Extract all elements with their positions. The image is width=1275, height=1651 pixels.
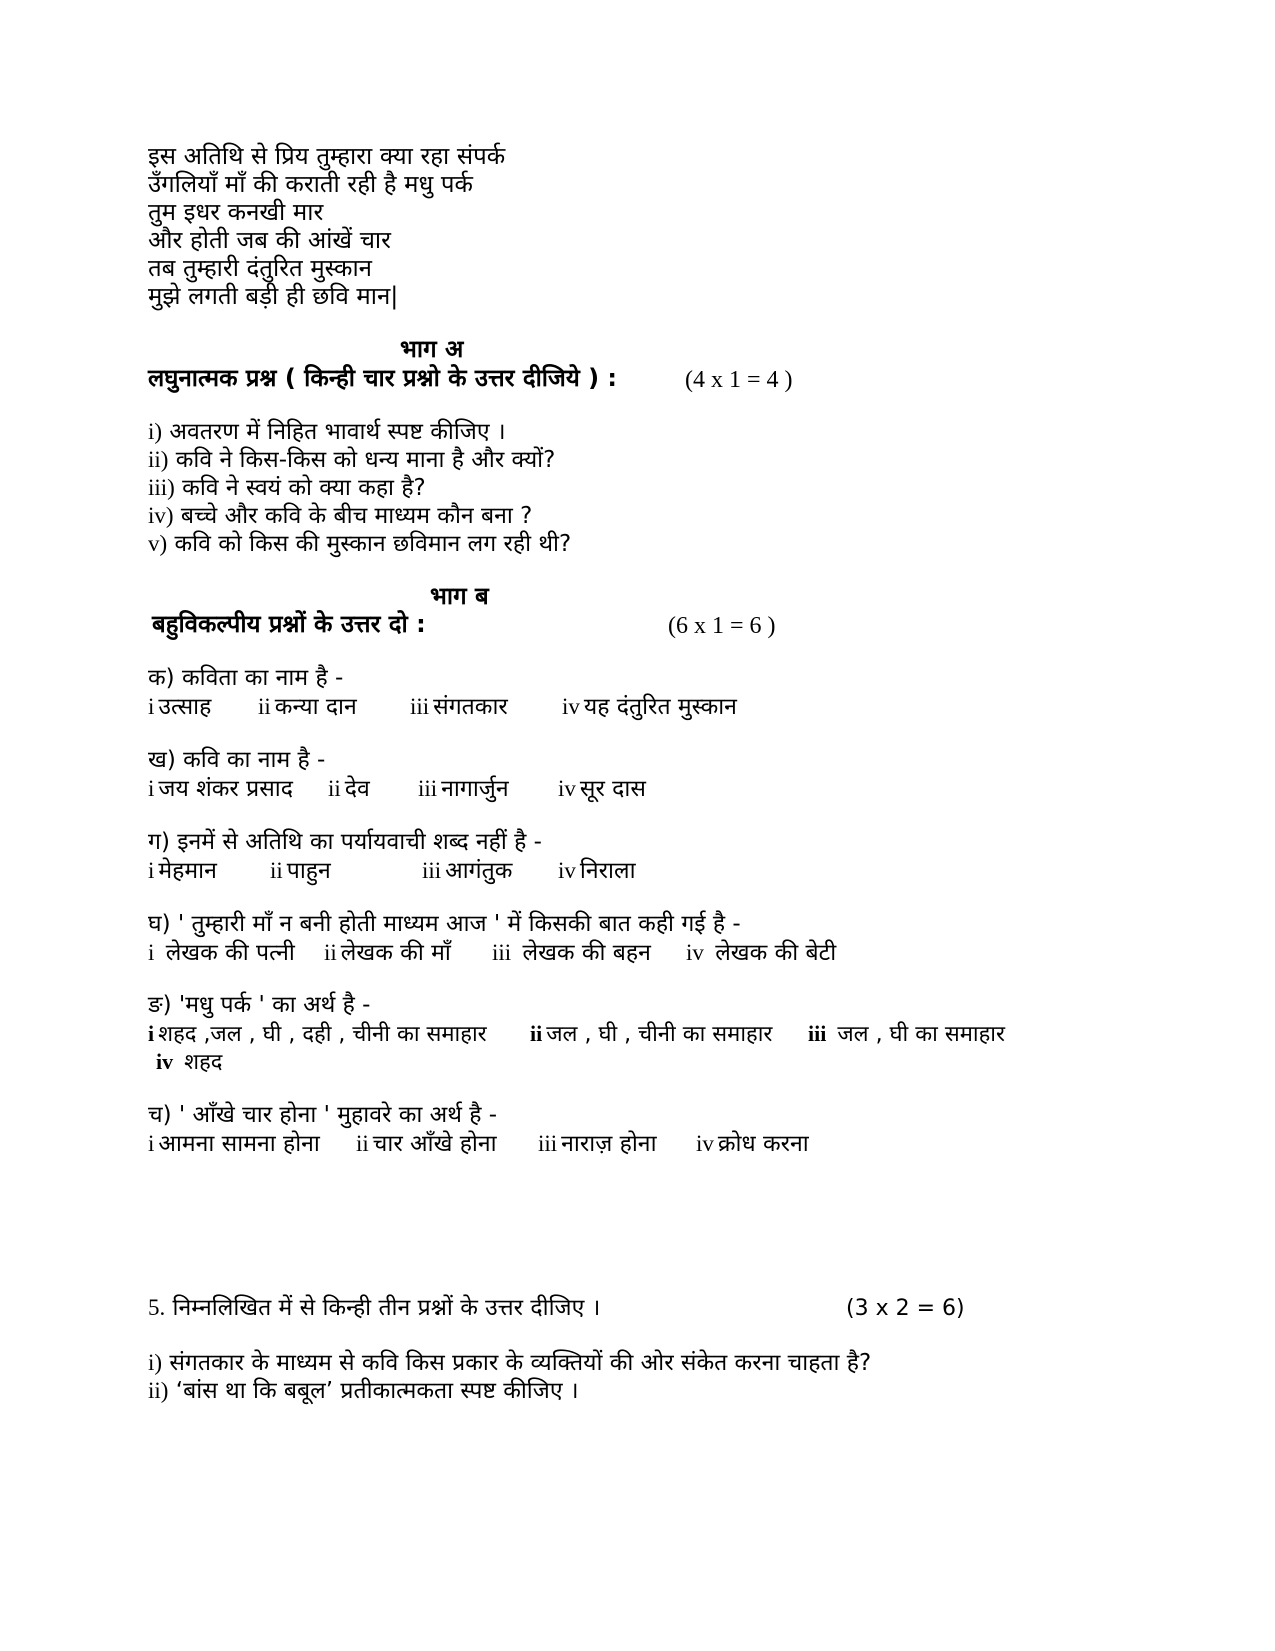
- option-text: कन्या दान: [274, 694, 357, 720]
- option-text: नागार्जुन: [441, 776, 509, 802]
- mcq-question: ग) इनमें से अतिथि का पर्यायवाची शब्द नहीं है -: [148, 829, 542, 855]
- question-number: iii): [148, 475, 175, 500]
- option-number: iii: [808, 1021, 827, 1046]
- question-5-instruction: [148, 1293, 600, 1323]
- part-a-question: [148, 529, 571, 559]
- part-b-heading: भाग ब: [430, 582, 489, 610]
- mcq-question: ङ) 'मधु पर्क ' का अर्थ है -: [148, 992, 371, 1018]
- question-text: कवि ने किस-किस को धन्य माना है और क्यों?: [168, 447, 556, 473]
- option-text: क्रोध करना: [717, 1131, 809, 1157]
- part-a-question: [148, 501, 532, 531]
- option-text: यह दंतुरित मुस्कान: [583, 694, 737, 720]
- mcq-option: [324, 938, 451, 968]
- mcq-option: [530, 1019, 772, 1049]
- poem-line: तब तुम्हारी दंतुरित मुस्कान: [148, 254, 372, 282]
- option-text: जल , घी का समाहार: [830, 1022, 1005, 1047]
- mcq-option: [410, 692, 508, 722]
- question-text: निम्नलिखित में से किन्ही तीन प्रश्नों के उत्तर दीजिए ।: [165, 1295, 601, 1321]
- option-text: सूर दास: [579, 776, 646, 802]
- part-a-instruction: लघुनात्मक प्रश्न ( किन्ही चार प्रश्नो के उत्तर दीजिये ) :: [148, 364, 618, 392]
- mcq-option: [558, 856, 636, 886]
- option-number: iii: [422, 858, 442, 883]
- question-5-item: [148, 1348, 871, 1378]
- question-number: v): [148, 531, 168, 556]
- option-number: ii: [530, 1021, 543, 1046]
- part-a-marks: (4 x 1 = 4 ): [685, 367, 793, 393]
- mcq-option: [156, 1047, 222, 1077]
- option-text: उत्साह: [158, 694, 212, 720]
- question-number: ii): [148, 447, 169, 472]
- mcq-option: [356, 1129, 497, 1159]
- question-number: iv): [148, 503, 174, 528]
- option-number: ii: [356, 1131, 369, 1156]
- question-text: कवि ने स्वयं को क्या कहा है?: [174, 475, 426, 501]
- mcq-option: [328, 774, 370, 804]
- option-number: iii: [418, 776, 438, 801]
- option-text: लेखक की बेटी: [707, 940, 837, 966]
- option-number: iv: [156, 1049, 174, 1074]
- option-number: ii: [324, 940, 337, 965]
- option-number: iii: [492, 940, 512, 965]
- part-a-question: [148, 445, 555, 475]
- option-number: iv: [562, 694, 580, 719]
- mcq-option: [148, 856, 217, 886]
- option-text: शहद ,जल , घी , दही , चीनी का समाहार: [158, 1022, 487, 1047]
- question-text: कवि को किस की मुस्कान छविमान लग रही थी?: [167, 531, 572, 557]
- mcq-question: ख) कवि का नाम है -: [148, 747, 326, 773]
- option-number: i: [148, 776, 155, 801]
- option-text: आमना सामना होना: [158, 1131, 320, 1157]
- option-number: ii: [328, 776, 341, 801]
- option-text: लेखक की बहन: [515, 940, 651, 966]
- option-text: संगतकार: [433, 694, 508, 720]
- question-text: बच्चे और कवि के बीच माध्यम कौन बना ?: [173, 503, 533, 529]
- option-number: iii: [538, 1131, 558, 1156]
- part-a-question: [148, 417, 506, 447]
- question-number: i): [148, 1350, 163, 1375]
- option-text: जल , घी , चीनी का समाहार: [546, 1022, 773, 1047]
- mcq-option: [148, 1129, 320, 1159]
- option-number: i: [148, 694, 155, 719]
- mcq-question: घ) ' तुम्हारी माँ न बनी होती माध्यम आज ' में किसकी बात कही गई है -: [148, 911, 741, 937]
- poem-line: इस अतिथि से प्रिय तुम्हारा क्या रहा संपर्क: [148, 142, 506, 170]
- option-text: लेखक की माँ: [340, 940, 451, 966]
- option-text: लेखक की पत्नी: [158, 940, 295, 966]
- part-a-question: [148, 473, 426, 503]
- mcq-option: [538, 1129, 657, 1159]
- mcq-option: [148, 774, 293, 804]
- poem-line: और होती जब की आंखें चार: [148, 226, 391, 254]
- option-number: iv: [558, 776, 576, 801]
- option-text: निराला: [579, 858, 636, 884]
- question-text: संगतकार के माध्यम से कवि किस प्रकार के व्यक्तियों की ओर संकेत करना चाहता है?: [162, 1350, 872, 1376]
- part-a-heading: भाग अ: [400, 335, 464, 363]
- poem-line: तुम इधर कनखी मार: [148, 198, 324, 226]
- mcq-option: [808, 1019, 1005, 1049]
- option-number: i: [148, 940, 155, 965]
- mcq-option: [270, 856, 331, 886]
- poem-line: उँगलियाँ माँ की कराती रही है मधु पर्क: [148, 170, 473, 198]
- mcq-option: [148, 938, 295, 968]
- mcq-option: [492, 938, 651, 968]
- option-number: i: [148, 1131, 155, 1156]
- option-number: iv: [686, 940, 704, 965]
- mcq-option: [558, 774, 646, 804]
- mcq-option: [696, 1129, 809, 1159]
- mcq-option: [148, 1019, 487, 1049]
- option-number: i: [148, 858, 155, 883]
- option-number: iv: [696, 1131, 714, 1156]
- option-number: ii: [270, 858, 283, 883]
- option-number: iii: [410, 694, 430, 719]
- question-number: 5.: [148, 1295, 166, 1320]
- option-text: मेहमान: [158, 858, 217, 884]
- mcq-question: क) कविता का नाम है -: [148, 665, 344, 691]
- option-text: जय शंकर प्रसाद: [158, 776, 293, 802]
- mcq-option: [422, 856, 512, 886]
- option-text: चार आँखे होना: [372, 1131, 497, 1157]
- poem-line: मुझे लगती बड़ी ही छवि मान|: [148, 282, 399, 310]
- question-text: ‘बांस था कि बबूल’ प्रतीकात्मकता स्पष्ट कीजिए ।: [168, 1378, 579, 1404]
- option-number: i: [148, 1021, 155, 1046]
- mcq-option: [148, 692, 211, 722]
- part-b-instruction: बहुविकल्पीय प्रश्नों के उत्तर दो :: [152, 610, 426, 638]
- question-text: अवतरण में निहित भावार्थ स्पष्ट कीजिए ।: [162, 419, 506, 445]
- question-5-marks: (3 x 2 = 6): [846, 1296, 965, 1321]
- question-number: i): [148, 419, 163, 444]
- option-text: देव: [344, 776, 370, 802]
- question-number: ii): [148, 1378, 169, 1403]
- option-text: आगंतुक: [445, 858, 513, 884]
- part-b-marks: (6 x 1 = 6 ): [668, 613, 776, 639]
- mcq-question: च) ' आँखे चार होना ' मुहावरे का अर्थ है -: [148, 1102, 498, 1128]
- option-number: iv: [558, 858, 576, 883]
- option-text: नाराज़ होना: [561, 1131, 657, 1157]
- mcq-option: [562, 692, 737, 722]
- option-number: ii: [258, 694, 271, 719]
- question-5-item: [148, 1376, 579, 1406]
- mcq-option: [258, 692, 357, 722]
- option-text: पाहुन: [286, 858, 331, 884]
- mcq-option: [686, 938, 836, 968]
- mcq-option: [418, 774, 509, 804]
- option-text: शहद: [177, 1050, 223, 1075]
